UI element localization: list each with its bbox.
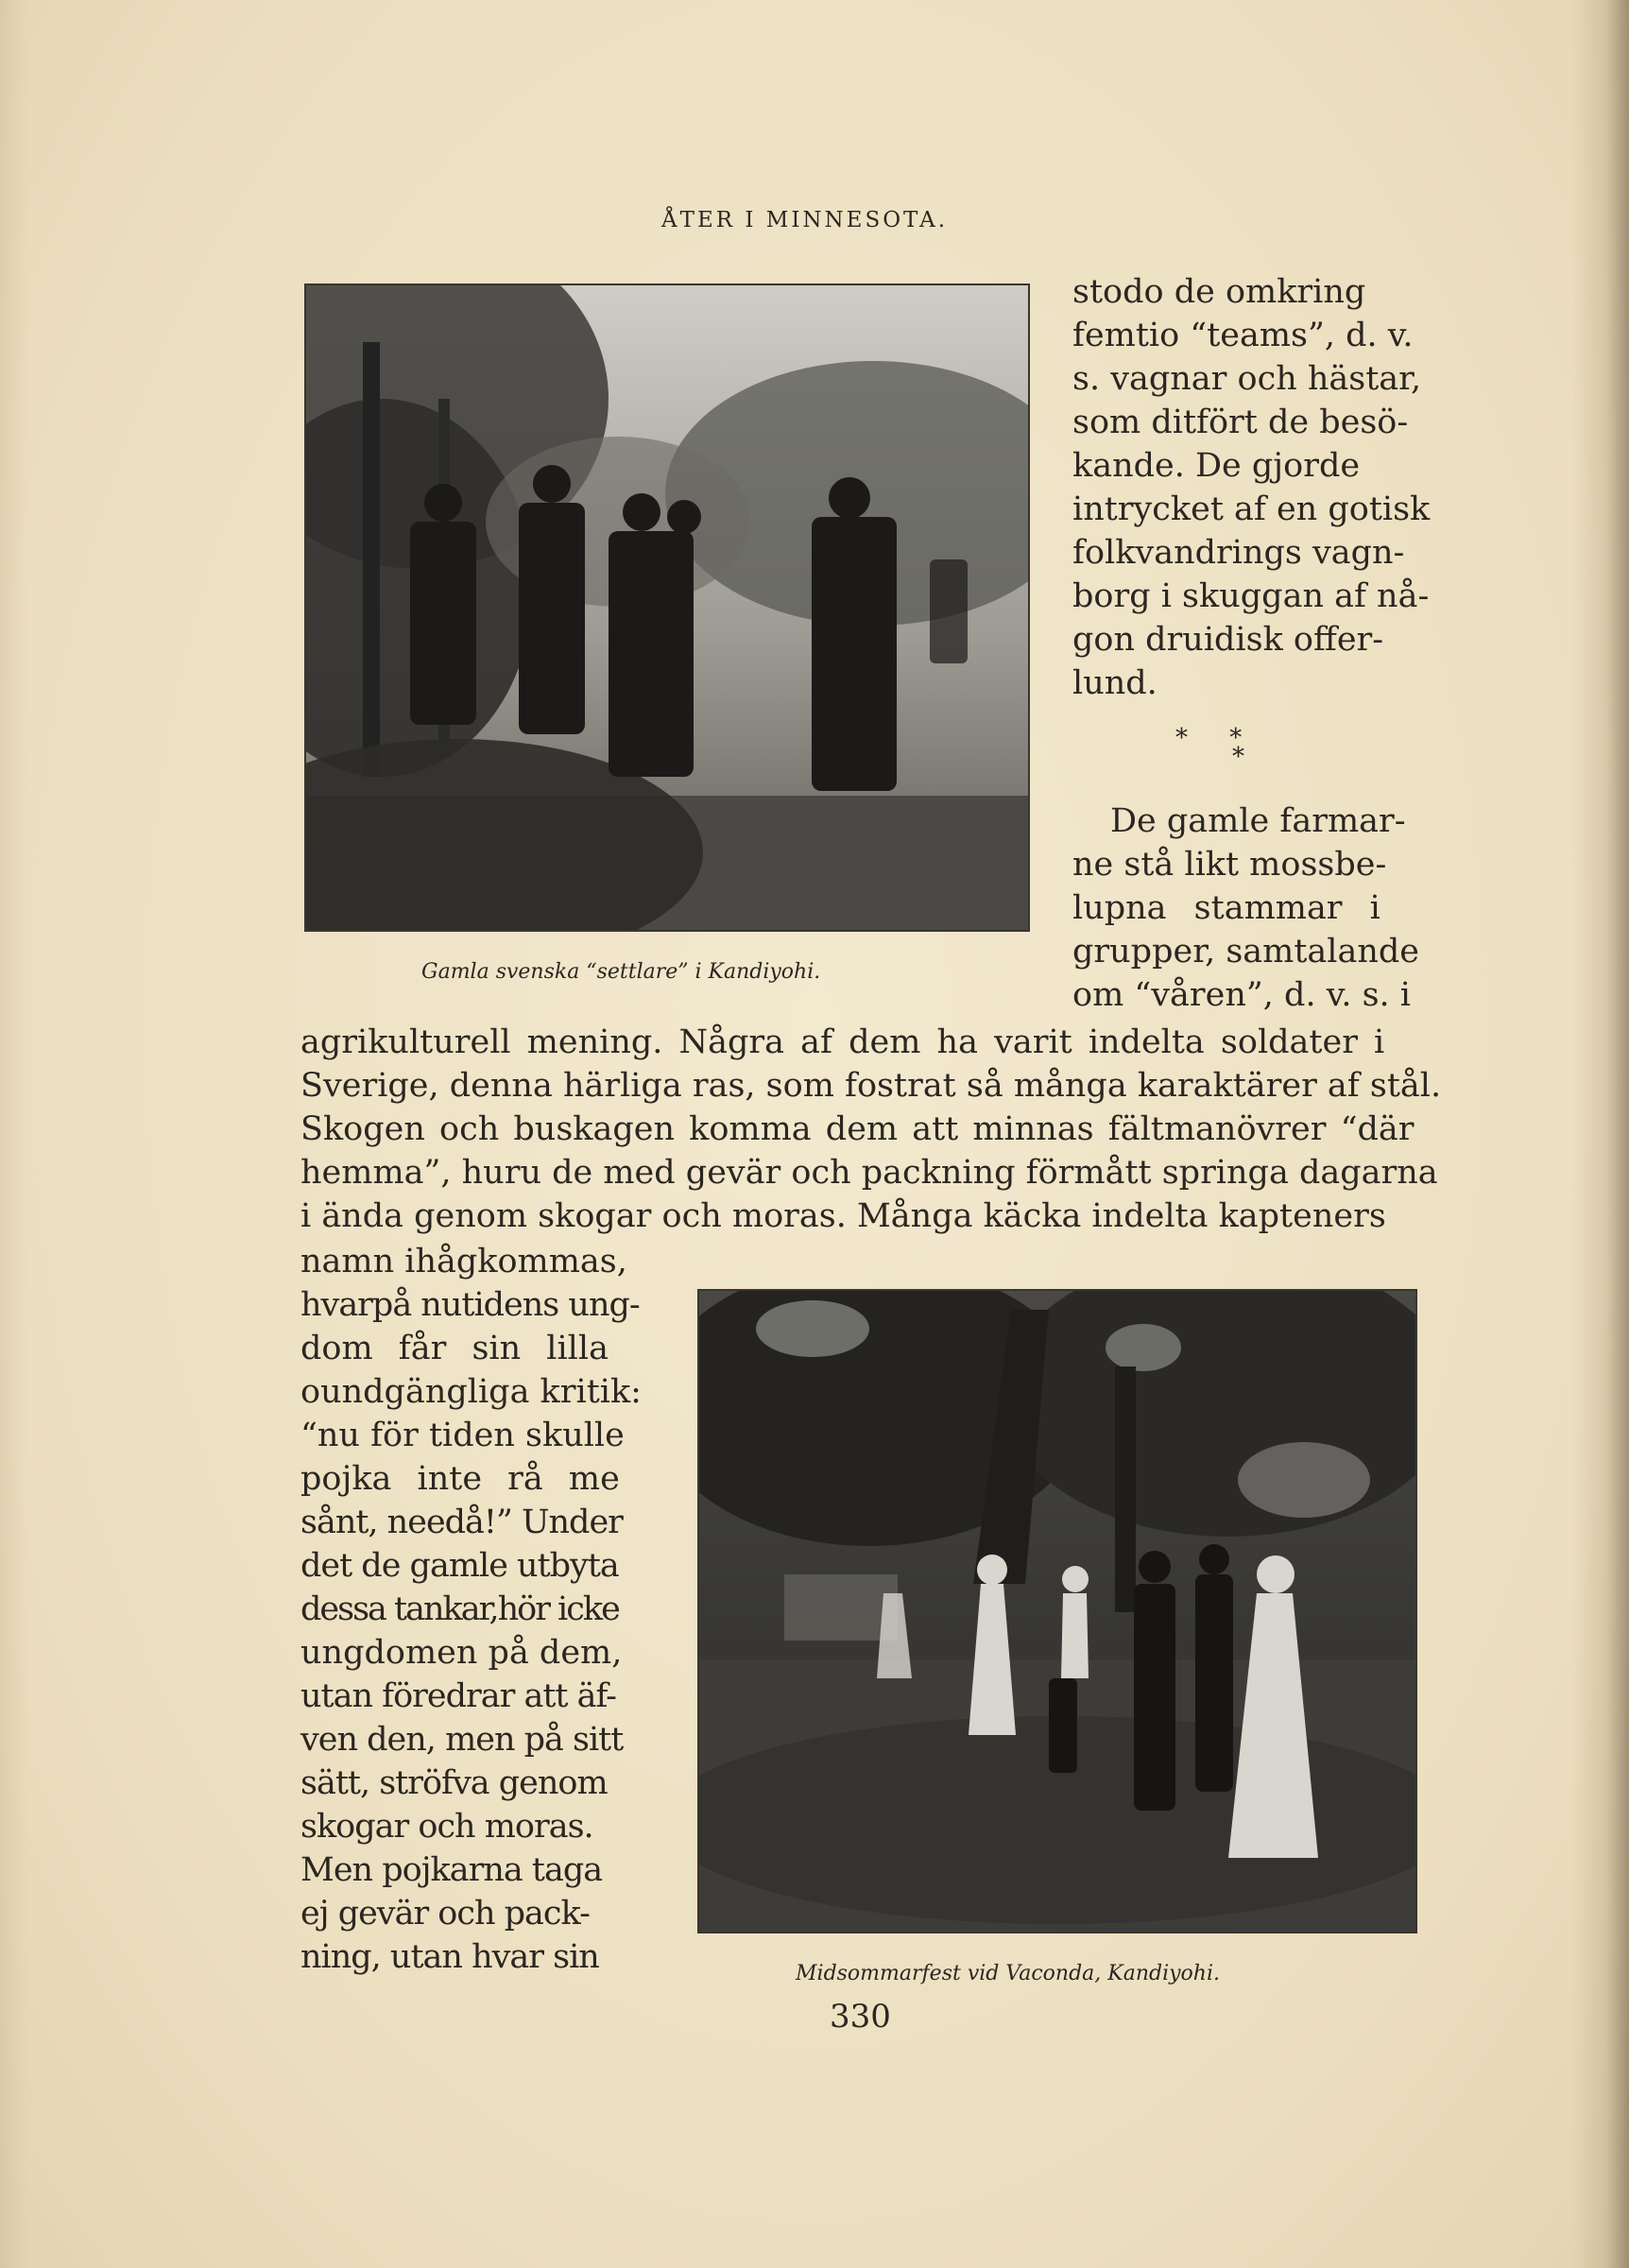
page-gutter-shadow bbox=[0, 0, 28, 2268]
text-line: namn ihågkommas, bbox=[300, 1243, 627, 1280]
text-line: sätt, ströfva genom bbox=[300, 1764, 608, 1802]
text-line: intrycket af en gotisk bbox=[1072, 490, 1431, 528]
text-line: “nu för tiden skulle bbox=[300, 1417, 625, 1454]
section-break-bottom: * bbox=[1232, 743, 1244, 771]
text-line: Men pojkarna taga bbox=[300, 1851, 603, 1889]
text-line: ne stå likt mossbe- bbox=[1072, 846, 1387, 884]
text-line: ven den, men på sitt bbox=[300, 1721, 624, 1759]
text-line: gon druidisk offer- bbox=[1072, 621, 1384, 659]
text-line: pojka inte rå me bbox=[300, 1460, 620, 1498]
text-line: s. vagnar och hästar, bbox=[1072, 360, 1422, 398]
photo-midsummer-festival bbox=[697, 1289, 1417, 1933]
text-line: som ditfört de besö- bbox=[1072, 404, 1409, 441]
page-edge-shadow bbox=[1572, 0, 1629, 2268]
text-line: det de gamle utbyta bbox=[300, 1547, 619, 1585]
text-line: ning, utan hvar sin bbox=[300, 1938, 599, 1976]
text-line: Skogen och buskagen komma dem att minnas fältmanövrer “där bbox=[300, 1110, 1415, 1148]
text-line: De gamle farmar- bbox=[1110, 802, 1406, 840]
text-line: hvarpå nutidens ung- bbox=[300, 1286, 640, 1324]
text-line: lupna stammar i bbox=[1072, 889, 1380, 927]
text-line: i ända genom skogar och moras. Många käcka indelta kapteners bbox=[300, 1197, 1386, 1235]
figure-2-caption: Midsommarfest vid Vaconda, Kandiyohi. bbox=[796, 1962, 1220, 1985]
figure-1-caption: Gamla svenska “settlare” i Kandiyohi. bbox=[421, 960, 821, 984]
text-line: Sverige, denna härliga ras, som fostrat så många karaktärer af stål. bbox=[300, 1067, 1442, 1105]
page-number: 330 bbox=[830, 1998, 891, 2036]
text-line: skogar och moras. bbox=[300, 1808, 593, 1846]
text-line: lund. bbox=[1072, 664, 1157, 702]
photo-midsummer-festival-image bbox=[699, 1291, 1415, 1932]
text-line: sånt, needå!” Under bbox=[300, 1503, 623, 1541]
text-line: stodo de omkring bbox=[1072, 273, 1366, 311]
text-line: om “våren”, d. v. s. i bbox=[1072, 976, 1411, 1014]
text-line: borg i skuggan af nå- bbox=[1072, 577, 1430, 615]
text-line: dom får sin lilla bbox=[300, 1330, 609, 1367]
text-line: dessa tankar,hör icke bbox=[300, 1590, 619, 1628]
running-head: ÅTER I MINNESOTA. bbox=[661, 208, 949, 232]
text-line: kande. De gjorde bbox=[1072, 447, 1361, 485]
photo-old-settlers bbox=[304, 284, 1030, 932]
photo-old-settlers-image bbox=[306, 285, 1028, 930]
text-line: oundgängliga kritik: bbox=[300, 1373, 642, 1411]
text-line: grupper, samtalande bbox=[1072, 933, 1420, 971]
text-line: ungdomen på dem, bbox=[300, 1634, 623, 1672]
text-line: utan föredrar att äf- bbox=[300, 1677, 616, 1715]
text-line: folkvandrings vagn- bbox=[1072, 534, 1405, 572]
text-line: ej gevär och pack- bbox=[300, 1895, 590, 1933]
text-line: femtio “teams”, d. v. bbox=[1072, 317, 1414, 354]
text-line: agrikulturell mening. Några af dem ha varit indelta soldater i bbox=[300, 1023, 1385, 1061]
text-line: hemma”, huru de med gevär och packning förmått springa dagarna bbox=[300, 1154, 1438, 1192]
section-break-top: * * bbox=[1175, 724, 1243, 752]
